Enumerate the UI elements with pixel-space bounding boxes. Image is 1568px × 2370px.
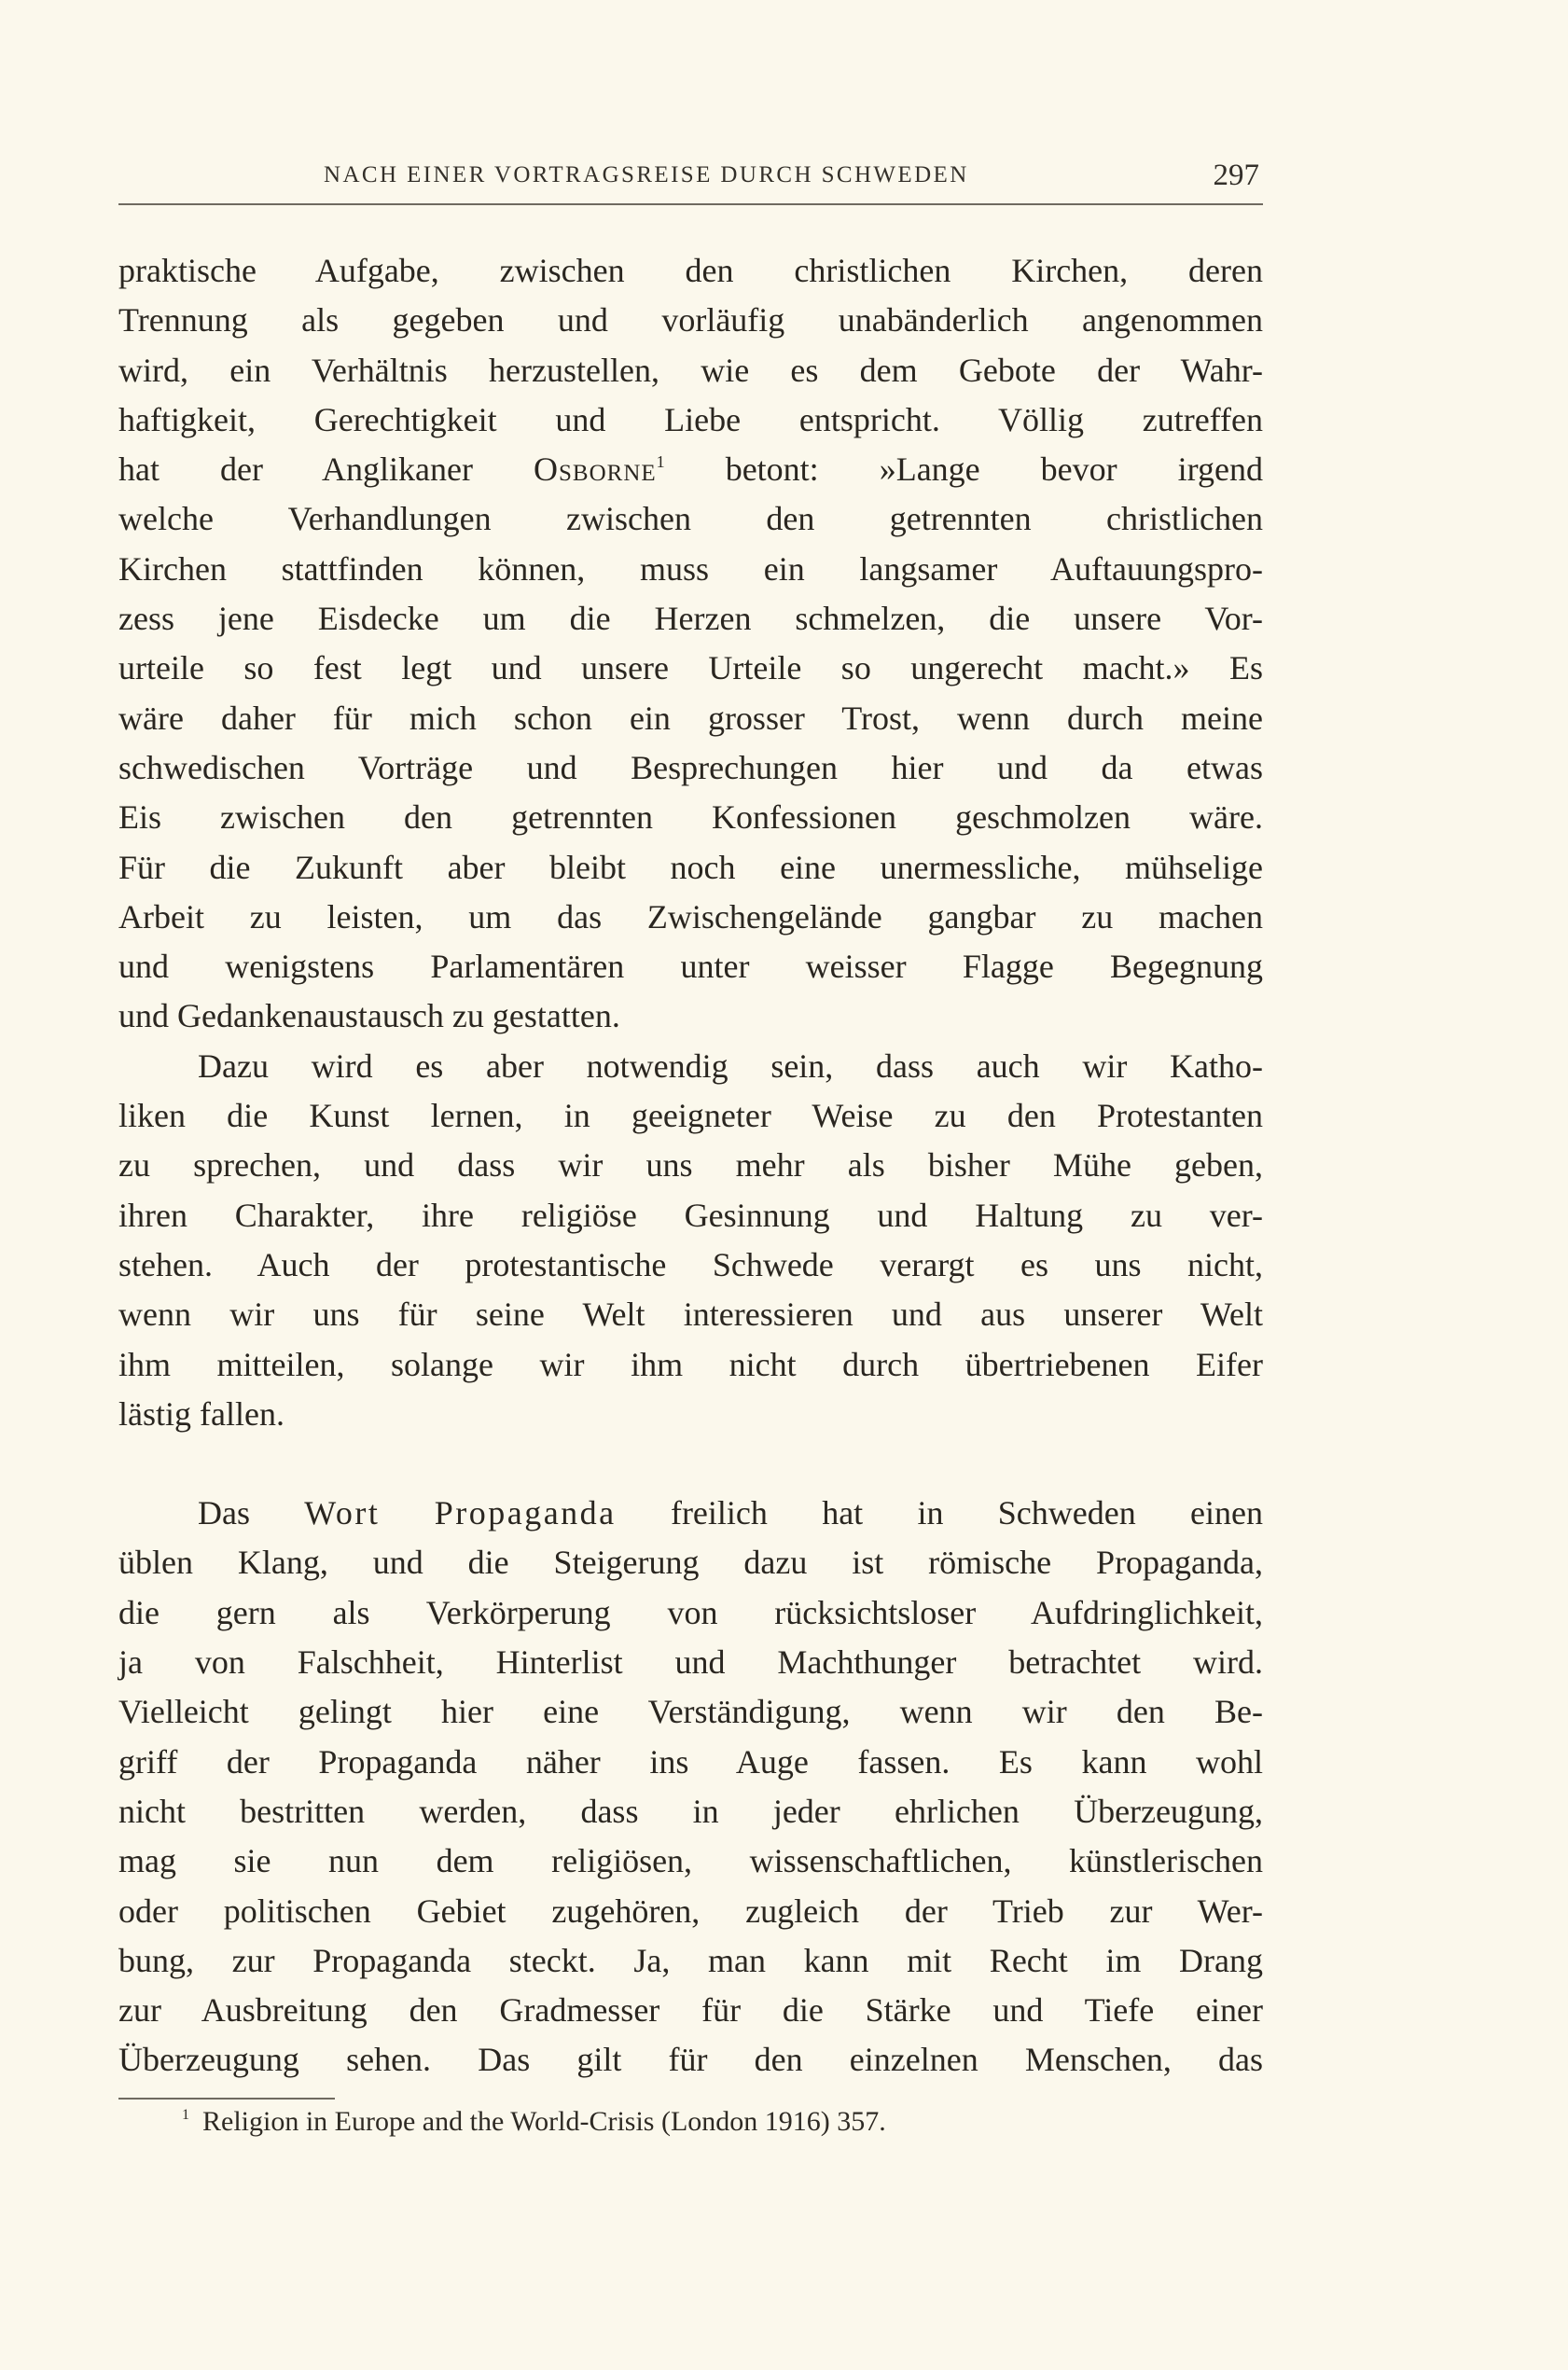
paragraph-1 xyxy=(118,246,1263,1042)
section-break xyxy=(118,1439,1263,1489)
text-line: zu sprechen, und dass wir uns mehr als bisher Mühe geben, xyxy=(118,1146,1263,1185)
text-line: Vielleicht gelingt hier eine Verständigung, wenn wir den Be- xyxy=(118,1693,1263,1731)
running-title: NACH EINER VORTRAGSREISE DURCH SCHWEDEN xyxy=(324,162,969,187)
text-line: und wenigstens Parlamentären unter weisser Flagge Begegnung xyxy=(118,948,1263,986)
footnote-reference[interactable]: 1 xyxy=(656,452,665,472)
text-fragment: betont: »Lange bevor irgend xyxy=(664,450,1263,489)
text-line: nicht bestritten werden, dass in jeder ehrlichen Überzeugung, xyxy=(118,1792,1263,1830)
text-line: wird, ein Verhältnis herzustellen, wie es dem Gebote der Wahr- xyxy=(118,351,1263,389)
text-line: zess jene Eisdecke um die Herzen schmelzen, die unsere Vor- xyxy=(118,600,1263,638)
text-line: lästig fallen. xyxy=(118,1394,284,1433)
text-line xyxy=(118,445,1263,494)
text-line: stehen. Auch der protestantische Schwede verargt es uns nicht, xyxy=(118,1245,1263,1283)
footnote xyxy=(182,2106,886,2138)
text-line: ihm mitteilen, solange wir ihm nicht durch übertriebenen Eifer xyxy=(118,1345,1263,1383)
text-line xyxy=(118,1489,1263,1538)
text-line: urteile so fest legt und unsere Urteile so ungerecht macht.» Es xyxy=(118,649,1263,687)
text-line: Dazu wird es aber notwendig sein, dass auch wir Katho- xyxy=(198,1046,1263,1085)
text-line: Trennung als gegeben und vorläufig unabänderlich angenommen xyxy=(118,301,1263,340)
emphasized-word: Propaganda xyxy=(434,1494,617,1532)
text-line: oder politischen Gebiet zugehören, zugleich der Trieb zur Wer- xyxy=(118,1892,1263,1930)
text-line: ihren Charakter, ihre religiöse Gesinnung und Haltung zu ver- xyxy=(118,1196,1263,1234)
page-number: 297 xyxy=(1213,159,1259,192)
text-fragment: Das xyxy=(198,1494,305,1532)
text-fragment: hat der Anglikaner xyxy=(118,450,534,489)
text-line: zur Ausbreitung den Gradmesser für die Stärke und Tiefe einer xyxy=(118,1991,1263,2030)
emphasized-word: Wort xyxy=(304,1494,381,1532)
footnote-mark: 1 xyxy=(182,2107,189,2123)
text-fragment: freilich hat in Schweden einen xyxy=(616,1494,1263,1532)
text-line: und Gedankenaustausch zu gestatten. xyxy=(118,997,620,1035)
text-line: Kirchen stattfinden können, muss ein langsamer Auftauungspro- xyxy=(118,549,1263,588)
paragraph-2 xyxy=(118,1042,1263,1439)
text-line: wenn wir uns für seine Welt interessieren und aus unserer Welt xyxy=(118,1296,1263,1334)
text-line: Überzeugung sehen. Das gilt für den einzelnen Menschen, das xyxy=(118,2041,1263,2079)
text-line: ja von Falschheit, Hinterlist und Machthunger betrachtet wird. xyxy=(118,1643,1263,1682)
footnote-divider xyxy=(118,2098,335,2100)
footnote-text: Religion in Europe and the World-Crisis (London 1916) 357. xyxy=(202,2106,886,2137)
text-line: welche Verhandlungen zwischen den getrennten christlichen xyxy=(118,500,1263,538)
text-line: haftigkeit, Gerechtigkeit und Liebe entspricht. Völlig zutreffen xyxy=(118,400,1263,438)
text-line: griff der Propaganda näher ins Auge fassen. Es kann wohl xyxy=(118,1742,1263,1781)
text-line: liken die Kunst lernen, in geeigneter Weise zu den Protestanten xyxy=(118,1097,1263,1135)
author-name: Osborne xyxy=(534,450,657,489)
page-header xyxy=(118,159,1263,205)
text-line: schwedischen Vorträge und Besprechungen hier und da etwas xyxy=(118,748,1263,786)
text-line: Für die Zukunft aber bleibt noch eine unermessliche, mühselige xyxy=(118,848,1263,886)
text-line: mag sie nun dem religiösen, wissenschaftlichen, künstlerischen xyxy=(118,1842,1263,1880)
text-line: praktische Aufgabe, zwischen den christlichen Kirchen, deren xyxy=(118,252,1263,289)
text-line: bung, zur Propaganda steckt. Ja, man kann mit Recht im Drang xyxy=(118,1941,1263,1979)
text-line: Arbeit zu leisten, um das Zwischengelände gangbar zu machen xyxy=(118,897,1263,936)
text-line: wäre daher für mich schon ein grosser Trost, wenn durch meine xyxy=(118,699,1263,737)
text-line: die gern als Verkörperung von rücksichtsloser Aufdringlichkeit, xyxy=(118,1593,1263,1631)
paragraph-3 xyxy=(118,1489,1263,2086)
text-line: üblen Klang, und die Steigerung dazu ist römische Propaganda, xyxy=(118,1544,1263,1582)
body-text xyxy=(118,246,1263,2086)
text-line: Eis zwischen den getrennten Konfessionen geschmolzen wäre. xyxy=(118,798,1263,837)
